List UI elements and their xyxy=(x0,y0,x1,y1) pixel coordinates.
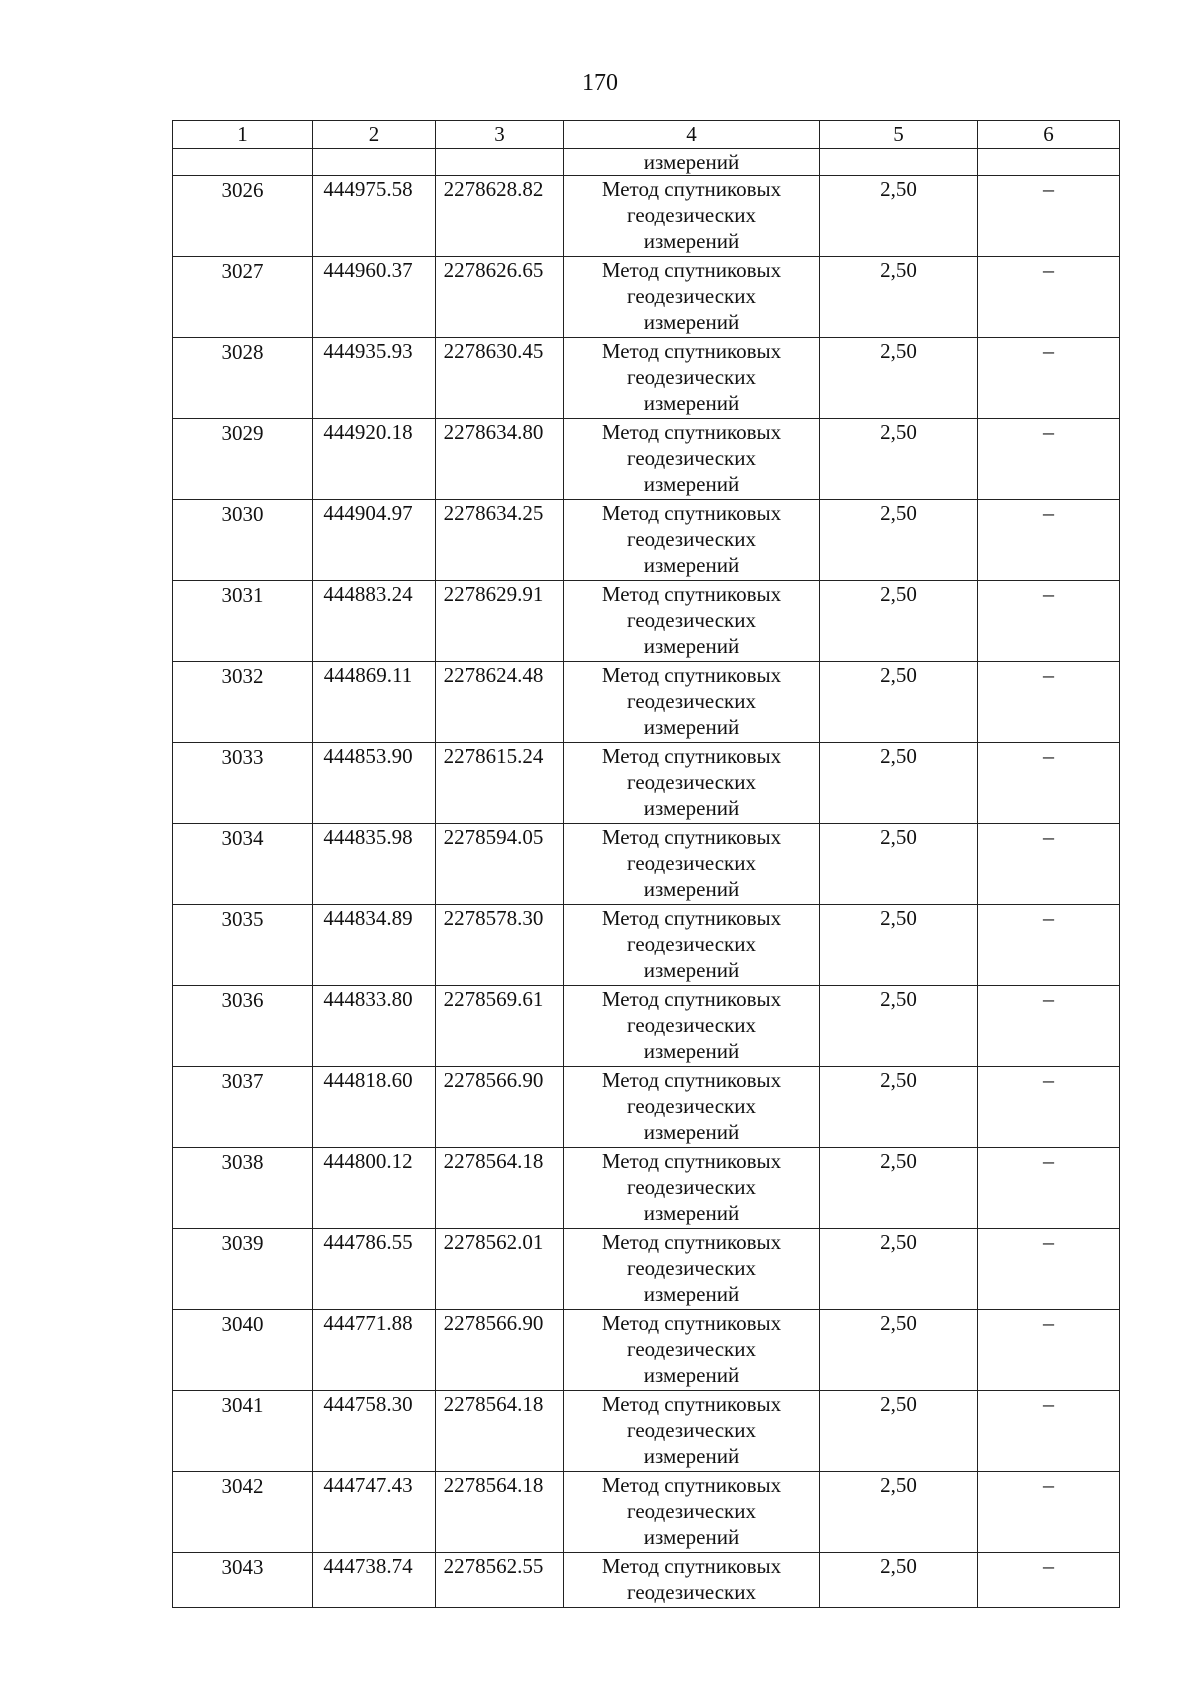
x-coordinate-cell: 444758.30 xyxy=(313,1391,436,1472)
method-line: Метод спутниковых xyxy=(601,582,782,606)
method-line: Метод спутниковых xyxy=(601,1554,782,1578)
method-line: измерений xyxy=(643,1525,740,1549)
method-line: измерений xyxy=(643,472,740,496)
dash-cell: – xyxy=(978,1391,1120,1472)
method-cell xyxy=(564,905,820,986)
accuracy-cell: 2,50 xyxy=(820,1391,978,1472)
method-cell xyxy=(564,500,820,581)
dash-cell: – xyxy=(978,1148,1120,1229)
dash-cell: – xyxy=(978,1310,1120,1391)
method-line: геодезических xyxy=(626,1013,756,1037)
method-cell xyxy=(564,1553,820,1608)
dash-cell: – xyxy=(978,905,1120,986)
y-coordinate-cell: 2278615.24 xyxy=(436,743,564,824)
method-line: измерений xyxy=(643,229,740,253)
method-line: Метод спутниковых xyxy=(601,1392,782,1416)
method-line: геодезических xyxy=(626,608,756,632)
table-row xyxy=(173,662,1120,743)
x-coordinate-cell: 444786.55 xyxy=(313,1229,436,1310)
cell xyxy=(173,149,313,176)
x-coordinate-cell: 444904.97 xyxy=(313,500,436,581)
coordinates-table xyxy=(172,120,1120,1608)
accuracy-cell: 2,50 xyxy=(820,824,978,905)
method-cell xyxy=(564,1148,820,1229)
x-coordinate-cell: 444800.12 xyxy=(313,1148,436,1229)
method-line: Метод спутниковых xyxy=(601,1149,782,1173)
method-line: Метод спутниковых xyxy=(601,744,782,768)
y-coordinate-cell: 2278578.30 xyxy=(436,905,564,986)
dash-cell: – xyxy=(978,581,1120,662)
accuracy-cell: 2,50 xyxy=(820,581,978,662)
method-line: геодезических xyxy=(626,932,756,956)
x-coordinate-cell: 444869.11 xyxy=(313,662,436,743)
y-coordinate-cell: 2278626.65 xyxy=(436,257,564,338)
point-number-cell: 3034 xyxy=(173,824,313,905)
column-header: 3 xyxy=(436,121,564,149)
cell xyxy=(820,149,978,176)
method-line: геодезических xyxy=(626,446,756,470)
method-line: измерений xyxy=(643,715,740,739)
accuracy-cell: 2,50 xyxy=(820,176,978,257)
method-line: геодезических xyxy=(626,1256,756,1280)
table-row xyxy=(173,1310,1120,1391)
point-number-cell: 3036 xyxy=(173,986,313,1067)
x-coordinate-cell: 444835.98 xyxy=(313,824,436,905)
method-cell xyxy=(564,1472,820,1553)
y-coordinate-cell: 2278566.90 xyxy=(436,1067,564,1148)
method-line: измерений xyxy=(643,958,740,982)
x-coordinate-cell: 444738.74 xyxy=(313,1553,436,1608)
x-coordinate-cell: 444747.43 xyxy=(313,1472,436,1553)
method-line: Метод спутниковых xyxy=(601,420,782,444)
method-line: Метод спутниковых xyxy=(601,339,782,363)
method-cell xyxy=(564,986,820,1067)
method-cell xyxy=(564,1067,820,1148)
method-line: измерений xyxy=(643,1282,740,1306)
method-cell xyxy=(564,581,820,662)
table-row xyxy=(173,581,1120,662)
table-row xyxy=(173,500,1120,581)
method-line: измерений xyxy=(643,1039,740,1063)
dash-cell: – xyxy=(978,1472,1120,1553)
table-row xyxy=(173,1472,1120,1553)
table-row xyxy=(173,1391,1120,1472)
x-coordinate-cell: 444818.60 xyxy=(313,1067,436,1148)
method-line: геодезических xyxy=(626,1337,756,1361)
accuracy-cell: 2,50 xyxy=(820,743,978,824)
y-coordinate-cell: 2278634.80 xyxy=(436,419,564,500)
x-coordinate-cell: 444834.89 xyxy=(313,905,436,986)
table-row xyxy=(173,1229,1120,1310)
y-coordinate-cell: 2278569.61 xyxy=(436,986,564,1067)
dash-cell: – xyxy=(978,176,1120,257)
method-cell xyxy=(564,338,820,419)
method-line: измерений xyxy=(643,877,740,901)
accuracy-cell: 2,50 xyxy=(820,1310,978,1391)
method-line: измерений xyxy=(643,796,740,820)
table-row xyxy=(173,176,1120,257)
table-row xyxy=(173,1148,1120,1229)
y-coordinate-cell: 2278624.48 xyxy=(436,662,564,743)
method-line: геодезических xyxy=(626,1580,756,1604)
dash-cell: – xyxy=(978,419,1120,500)
method-cell xyxy=(564,176,820,257)
y-coordinate-cell: 2278566.90 xyxy=(436,1310,564,1391)
point-number-cell: 3041 xyxy=(173,1391,313,1472)
dash-cell: – xyxy=(978,662,1120,743)
x-coordinate-cell: 444833.80 xyxy=(313,986,436,1067)
method-line: измерений xyxy=(643,634,740,658)
method-line: Метод спутниковых xyxy=(601,1311,782,1335)
table-row xyxy=(173,986,1120,1067)
dash-cell: – xyxy=(978,1229,1120,1310)
y-coordinate-cell: 2278628.82 xyxy=(436,176,564,257)
x-coordinate-cell: 444935.93 xyxy=(313,338,436,419)
accuracy-cell: 2,50 xyxy=(820,338,978,419)
method-line: Метод спутниковых xyxy=(601,177,782,201)
y-coordinate-cell: 2278564.18 xyxy=(436,1148,564,1229)
method-line: геодезических xyxy=(626,1499,756,1523)
accuracy-cell: 2,50 xyxy=(820,1553,978,1608)
point-number-cell: 3039 xyxy=(173,1229,313,1310)
method-line: Метод спутниковых xyxy=(601,1230,782,1254)
x-coordinate-cell: 444771.88 xyxy=(313,1310,436,1391)
point-number-cell: 3032 xyxy=(173,662,313,743)
point-number-cell: 3043 xyxy=(173,1553,313,1608)
y-coordinate-cell: 2278634.25 xyxy=(436,500,564,581)
x-coordinate-cell: 444883.24 xyxy=(313,581,436,662)
y-coordinate-cell: 2278562.01 xyxy=(436,1229,564,1310)
method-cell xyxy=(564,1391,820,1472)
method-line: Метод спутниковых xyxy=(601,501,782,525)
dash-cell: – xyxy=(978,338,1120,419)
dash-cell: – xyxy=(978,743,1120,824)
method-line: измерений xyxy=(643,553,740,577)
dash-cell: – xyxy=(978,824,1120,905)
dash-cell: – xyxy=(978,1067,1120,1148)
y-coordinate-cell: 2278562.55 xyxy=(436,1553,564,1608)
x-coordinate-cell: 444960.37 xyxy=(313,257,436,338)
table-row xyxy=(173,743,1120,824)
dash-cell: – xyxy=(978,1553,1120,1608)
method-line: геодезических xyxy=(626,1094,756,1118)
accuracy-cell: 2,50 xyxy=(820,1472,978,1553)
method-cell xyxy=(564,743,820,824)
column-header: 6 xyxy=(978,121,1120,149)
method-line: геодезических xyxy=(626,365,756,389)
table-row xyxy=(173,257,1120,338)
method-line: геодезических xyxy=(626,689,756,713)
method-line: измерений xyxy=(643,1444,740,1468)
accuracy-cell: 2,50 xyxy=(820,257,978,338)
point-number-cell: 3038 xyxy=(173,1148,313,1229)
method-line: Метод спутниковых xyxy=(601,663,782,687)
method-cell xyxy=(564,1310,820,1391)
point-number-cell: 3033 xyxy=(173,743,313,824)
accuracy-cell: 2,50 xyxy=(820,986,978,1067)
accuracy-cell: 2,50 xyxy=(820,419,978,500)
table-row xyxy=(173,905,1120,986)
method-cell xyxy=(564,662,820,743)
method-cell xyxy=(564,1229,820,1310)
page-number: 170 xyxy=(582,70,618,96)
point-number-cell: 3029 xyxy=(173,419,313,500)
cell xyxy=(436,149,564,176)
dash-cell: – xyxy=(978,986,1120,1067)
point-number-cell: 3030 xyxy=(173,500,313,581)
method-line: измерений xyxy=(643,310,740,334)
point-number-cell: 3037 xyxy=(173,1067,313,1148)
table-row xyxy=(173,824,1120,905)
method-cell xyxy=(564,824,820,905)
point-number-cell: 3028 xyxy=(173,338,313,419)
point-number-cell: 3042 xyxy=(173,1472,313,1553)
method-line: Метод спутниковых xyxy=(601,906,782,930)
column-header: 2 xyxy=(313,121,436,149)
method-line: геодезических xyxy=(626,1418,756,1442)
method-cell xyxy=(564,257,820,338)
point-number-cell: 3040 xyxy=(173,1310,313,1391)
header-row xyxy=(173,121,1120,149)
table-row xyxy=(173,338,1120,419)
method-line: геодезических xyxy=(626,284,756,308)
method-line: Метод спутниковых xyxy=(601,987,782,1011)
method-line: измерений xyxy=(643,1201,740,1225)
x-coordinate-cell: 444920.18 xyxy=(313,419,436,500)
y-coordinate-cell: 2278629.91 xyxy=(436,581,564,662)
accuracy-cell: 2,50 xyxy=(820,905,978,986)
column-header: 5 xyxy=(820,121,978,149)
y-coordinate-cell: 2278630.45 xyxy=(436,338,564,419)
method-line: геодезических xyxy=(626,851,756,875)
y-coordinate-cell: 2278594.05 xyxy=(436,824,564,905)
column-header: 1 xyxy=(173,121,313,149)
y-coordinate-cell: 2278564.18 xyxy=(436,1472,564,1553)
point-number-cell: 3027 xyxy=(173,257,313,338)
method-line: Метод спутниковых xyxy=(601,1068,782,1092)
method-line: измерений xyxy=(643,1363,740,1387)
method-cell: измерений xyxy=(564,149,820,176)
x-coordinate-cell: 444853.90 xyxy=(313,743,436,824)
point-number-cell: 3035 xyxy=(173,905,313,986)
continuation-row xyxy=(173,149,1120,176)
y-coordinate-cell: 2278564.18 xyxy=(436,1391,564,1472)
method-cell xyxy=(564,419,820,500)
x-coordinate-cell: 444975.58 xyxy=(313,176,436,257)
method-line: геодезических xyxy=(626,770,756,794)
point-number-cell: 3026 xyxy=(173,176,313,257)
accuracy-cell: 2,50 xyxy=(820,1067,978,1148)
dash-cell: – xyxy=(978,500,1120,581)
accuracy-cell: 2,50 xyxy=(820,662,978,743)
method-line: геодезических xyxy=(626,527,756,551)
table-row xyxy=(173,1067,1120,1148)
cell xyxy=(978,149,1120,176)
method-line: Метод спутниковых xyxy=(601,1473,782,1497)
accuracy-cell: 2,50 xyxy=(820,500,978,581)
method-line: геодезических xyxy=(626,203,756,227)
method-line: Метод спутниковых xyxy=(601,258,782,282)
method-line: измерений xyxy=(643,391,740,415)
table-row xyxy=(173,1553,1120,1608)
column-header: 4 xyxy=(564,121,820,149)
point-number-cell: 3031 xyxy=(173,581,313,662)
accuracy-cell: 2,50 xyxy=(820,1148,978,1229)
cell xyxy=(313,149,436,176)
accuracy-cell: 2,50 xyxy=(820,1229,978,1310)
method-line: измерений xyxy=(643,1120,740,1144)
method-line: геодезических xyxy=(626,1175,756,1199)
table-body xyxy=(173,121,1120,1608)
dash-cell: – xyxy=(978,257,1120,338)
table-row xyxy=(173,419,1120,500)
method-line: Метод спутниковых xyxy=(601,825,782,849)
